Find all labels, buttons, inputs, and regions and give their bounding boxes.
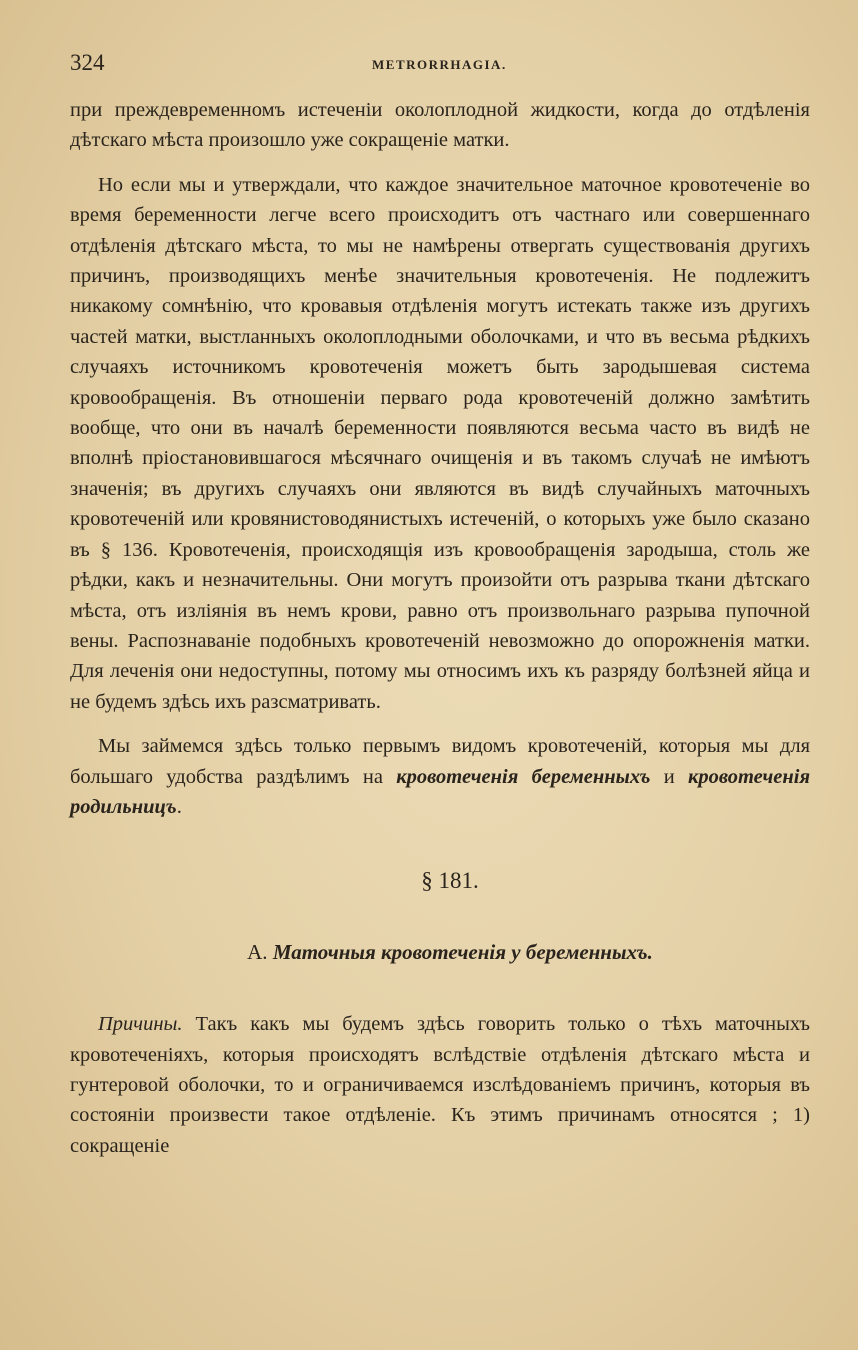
paragraph-text: Мы займемся здѣсь только первымъ видомъ кровотеченій, которыя мы для большаго удобства раздѣлимъ на: [70, 735, 810, 788]
paragraph-causes: [70, 1009, 810, 1161]
page-body: [70, 95, 810, 1161]
emphasis-term: кровотеченія родильницъ: [70, 765, 810, 818]
section-letter: А.: [247, 939, 273, 964]
emphasis-term: кровотеченія беременныхъ: [396, 765, 651, 788]
section-title-text: Маточныя кровотеченія у беременныхъ.: [272, 939, 653, 964]
paragraph-text: и: [650, 765, 688, 788]
section-title: [70, 937, 810, 967]
paragraph-causes-overview: Но если мы и утверждали, что каждое значительное маточное кровотеченіе во время беременности легче всего происходитъ отъ частнаго или совершеннаго отдѣленія дѣтскаго мѣста, то мы не намѣрены отвергать существованія другихъ причинъ, производящихъ менѣе значительныя кровотеченія. Не подлежитъ никакому сомнѣнію, что кровавыя отдѣленія могутъ истекать также изъ другихъ частей матки, выстланныхъ околоплодными оболочками, и что въ весьма рѣдкихъ случаяхъ источникомъ кровотеченія можетъ быть зародышевая система кровообращенія. Въ отношеніи перваго рода кровотеченій должно замѣтить вообще, что они въ началѣ беременности появляются весьма часто въ видѣ не вполнѣ пріостановившагося мѣсячнаго очищенія и въ такомъ случаѣ не имѣютъ значенія; въ другихъ случаяхъ они являются въ видѣ случайныхъ маточныхъ кровотеченій или кровянистоводянистыхъ истеченій, о которыхъ уже было сказано въ § 136. Кровотеченія, происходящія изъ кровообращенія зародыша, столь же рѣдки, какъ и незначительны. Они могутъ произойти отъ разрыва ткани дѣтскаго мѣста, отъ изліянія въ немъ крови, равно отъ произвольнаго разрыва пупочной вены. Распознаваніе подобныхъ кровотеченій невозможно до опорожненія матки. Для леченія они недоступны, потому мы относимъ ихъ къ разряду болѣзней яйца и не будемъ здѣсь ихъ разсматривать.: [70, 173, 810, 713]
paragraph-continuation: при преждевременномъ истеченіи околоплодной жидкости, когда до отдѣленія дѣтскаго мѣста произошло уже сокращеніе матки.: [70, 99, 810, 152]
running-title: METRORRHAGIA.: [372, 57, 507, 72]
paragraph-text: Такъ какъ мы будемъ здѣсь говорить только о тѣхъ маточныхъ кровотеченіяхъ, которыя происходятъ вслѣдствіе отдѣленія дѣтскаго мѣста и гунтеровой оболочки, то и ограничиваемся изслѣдованіемъ причинъ, которыя въ состояніи произвести такое отдѣленіе. Къ этимъ причинамъ относятся ; 1) сокращеніе: [70, 1013, 810, 1157]
paragraph-classification: [70, 731, 810, 822]
section-number: § 181.: [421, 868, 479, 894]
page-header: [70, 50, 810, 82]
paragraph-text: .: [176, 795, 182, 818]
lead-term: Причины.: [98, 1013, 183, 1036]
page-number: 324: [70, 50, 105, 75]
